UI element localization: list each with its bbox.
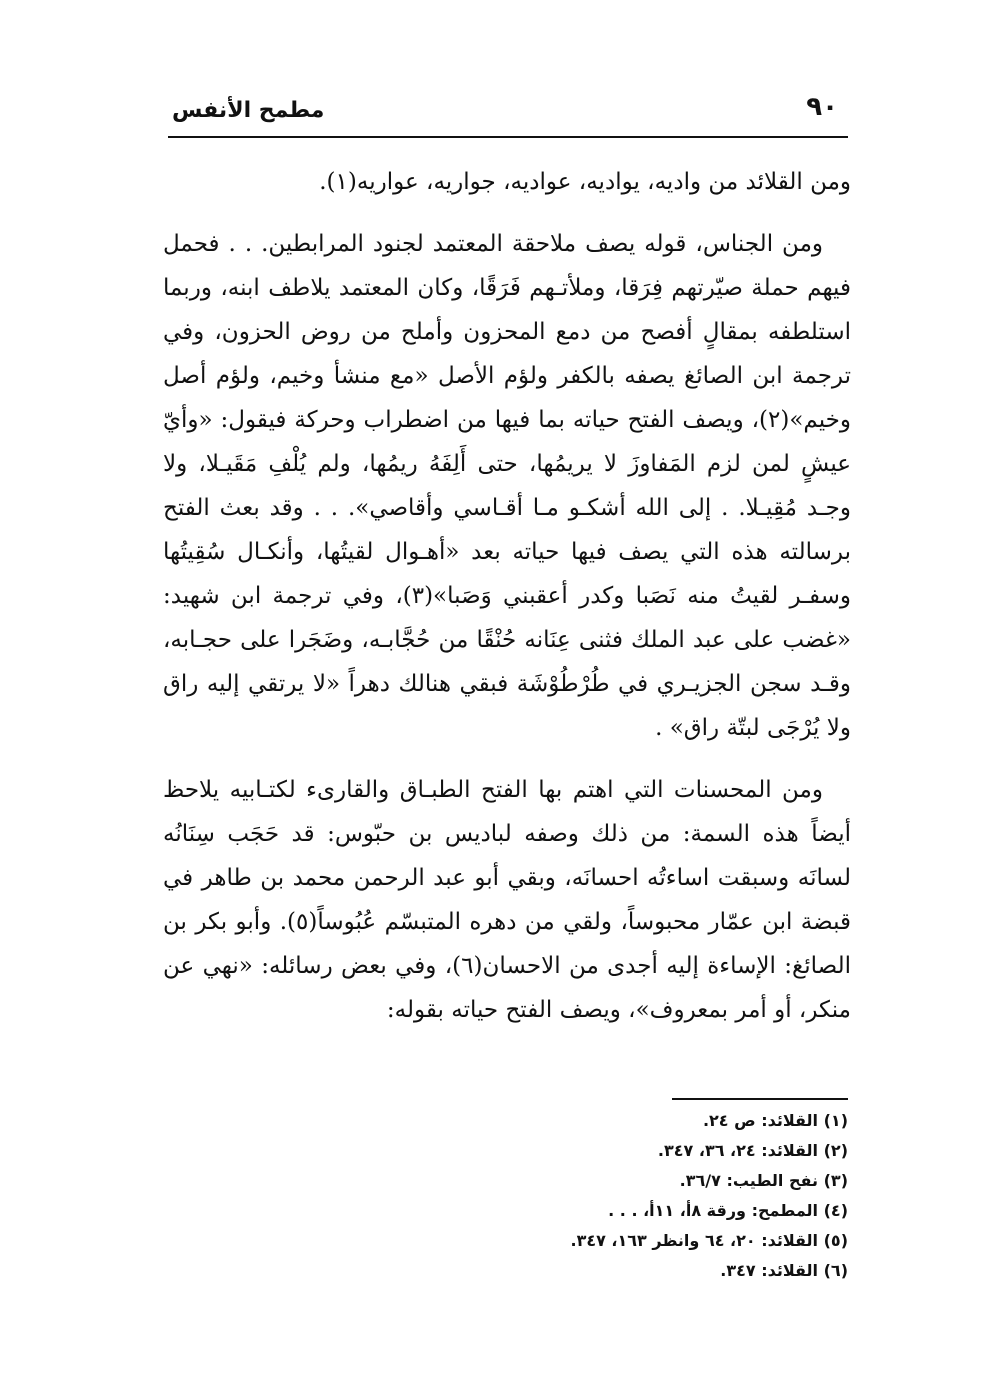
footnote: (١) القلائد: ص ٢٤. [702,1111,848,1130]
page-number: ٩٠ [806,92,838,122]
footnotes [168,1106,848,1286]
footnote: (٦) القلائد: ٣٤٧. [720,1261,848,1280]
paragraph: ومن القلائد من واديه، يواديه، عواديه، جواريه، عواريه(١). [319,169,851,195]
running-title: مطمح الأنفس [172,98,325,123]
footnote: (٤) المطمح: ورقة ٨أ، ١١أ، . . . [608,1201,848,1220]
body-text [163,160,851,1050]
footnote: (٣) نفح الطيب: ٣٦/٧. [679,1171,848,1190]
paragraph: ومن الجناس، قوله يصف ملاحقة المعتمد لجنود المرابطين. . . فحمل فيهم حملة صيّرتهم فِرَقا، وملأتـهم فَرَقًا، وكان المعتمد يلاطف ابنه، وربما استلطفه بمقالٍ أفصح من دمع المحزون وأملح من روض الحزون، وفي ترجمة ابن الصائغ يصفه بالكفر ولؤم الأصل «مع منشأ وخيم، ولؤم أصل وخيم»(٢)، ويصف الفتح حياته بما فيها من اضطراب وحركة فيقول: «وأيّ عيشٍ لمن لزم المَفاوزَ لا يريمُها، حتى أَلِفَهُ ريمُها، ولم يُلْفِ مَقَيـلا، ولا وجـد مُقِيـلا. . إلى الله أشكـو مـا أقـاسي وأقاصي». . . وقد بعث الفتح برسالته هذه التي يصف فيها حياته بعد «أهـوال لقيتُها، وأنكـال سُقِيتُها وسفـر لقيتُ منه نَصَبا وكدر أعقبني وَصَبا»(٣)، وفي ترجمة ابن شهيد: «غضب على عبد الملك فثنى عِنَانه حُنْقًا من حُجَّابـه، وضَجَرا على حجـابه، وقـد سجن الجزيـري في طُرْطُوْشَة فبقي هنالك دهراً «لا يرتقي إليه راق ولا يُرْجَى لبتّة راق» . [163,231,851,741]
footnote: (٥) القلائد: ٢٠، ٦٤ وانظر ١٦٣، ٣٤٧. [570,1231,848,1250]
page-header [168,92,848,138]
footnote-separator [672,1098,848,1100]
footnote: (٢) القلائد: ٢٤، ٣٦، ٣٤٧. [657,1141,848,1160]
paragraph: ومن المحسنات التي اهتم بها الفتح الطبـاق والقارىء لكتـابيه يلاحظ أيضاً هذه السمة: من ذلك وصفه لباديس بن حبّوس: قد حَجَب سِنَانُه لسانَه وسبقت اساءتُه احسانَه، وبقي أبو عبد الرحمن محمد بن طاهر في قبضة ابن عمّار محبوساً، ولقي من دهره المتبسّم عُبُوساً(٥). وأبو بكر بن الصائغ: الإساءة إليه أجدى من الاحسان(٦)، وفي بعض رسائله: «نهي عن منكر، أو أمر بمعروف»، ويصف الفتح حياته بقوله: [163,777,852,1023]
